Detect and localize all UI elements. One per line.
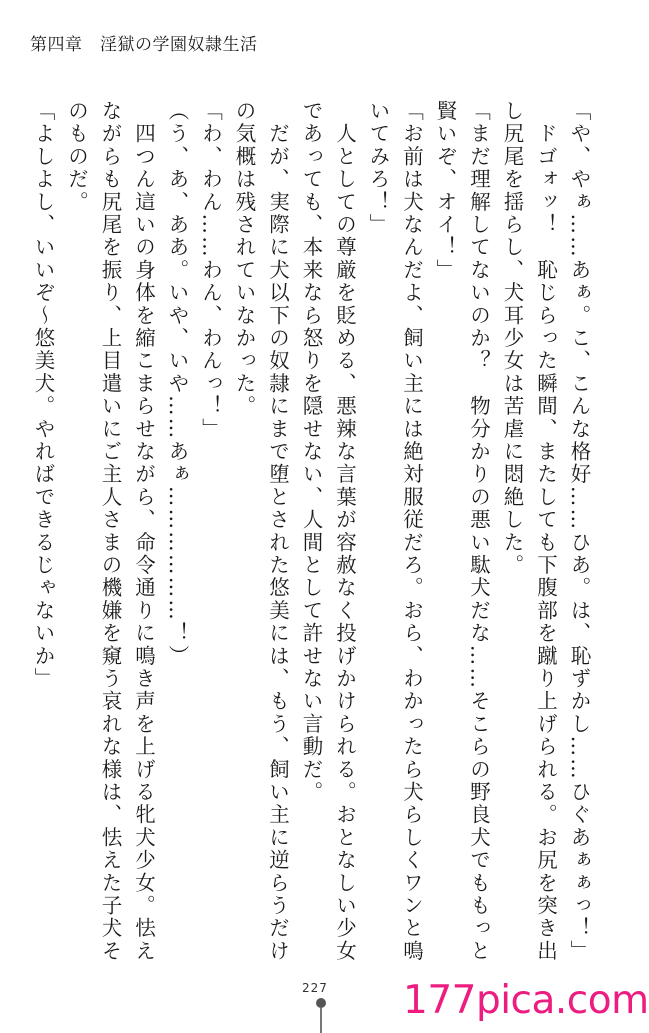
paragraph: （う、あ、ああ。いや、いや……あぁ………………！） [165, 100, 189, 668]
chapter-header: 第四章 淫獄の学園奴隷生活 [30, 35, 258, 55]
paragraph: 「お前は犬なんだよ、飼い主には絶対服従だろ。おら、わかったら犬らしくワンと鳴いてみろ！」 [366, 100, 424, 963]
page-number: 227 [302, 981, 328, 995]
paragraph: 四つん這いの身体を縮こまらせながら、命令通りに鳴き声を上げる牝犬少女。怯えながらも尻尾を振り、上目遣いにご主人さまの機嫌を窺う哀れな様は、怯えた子犬そのものだ。 [64, 100, 156, 963]
paragraph: 「まだ理解してないのか？ 物分かりの悪い駄犬だな……そこらの野良犬でももっと賢いぞ、オイ！」 [433, 100, 491, 963]
paragraph: 「よしよし、いいぞ〜悠美犬。やればできるじゃないか」 [31, 100, 55, 691]
paragraph: 「や、やぁ……あぁ。こ、こんな格好……ひあ。は、恥ずかし……ひぐあぁぁっ！」 [567, 100, 591, 963]
paragraph: ドゴォッ！ 恥じらった瞬間、またしても下腹部を蹴り上げられる。お尻を突き出し尻尾を揺らし、犬耳少女は苦虐に悶絶した。 [500, 100, 558, 963]
paragraph: 「わ、わん……わん、わんっ！」 [198, 100, 223, 441]
watermark: 177pica.com [403, 978, 649, 1023]
body-text [31, 100, 595, 980]
paragraph: だが、実際に犬以下の奴隷にまで堕とされた悠美には、もう、飼い主に逆らうだけの気概は残されていなかった。 [232, 100, 290, 963]
paragraph: 人としての尊厳を貶める、悪辣な言葉が容赦なく投げかけられる。おとなしい少女であっても、本来なら怒りを隠せない、人間として許せない言動だ。 [299, 100, 357, 963]
page-marker-icon [315, 998, 327, 1033]
